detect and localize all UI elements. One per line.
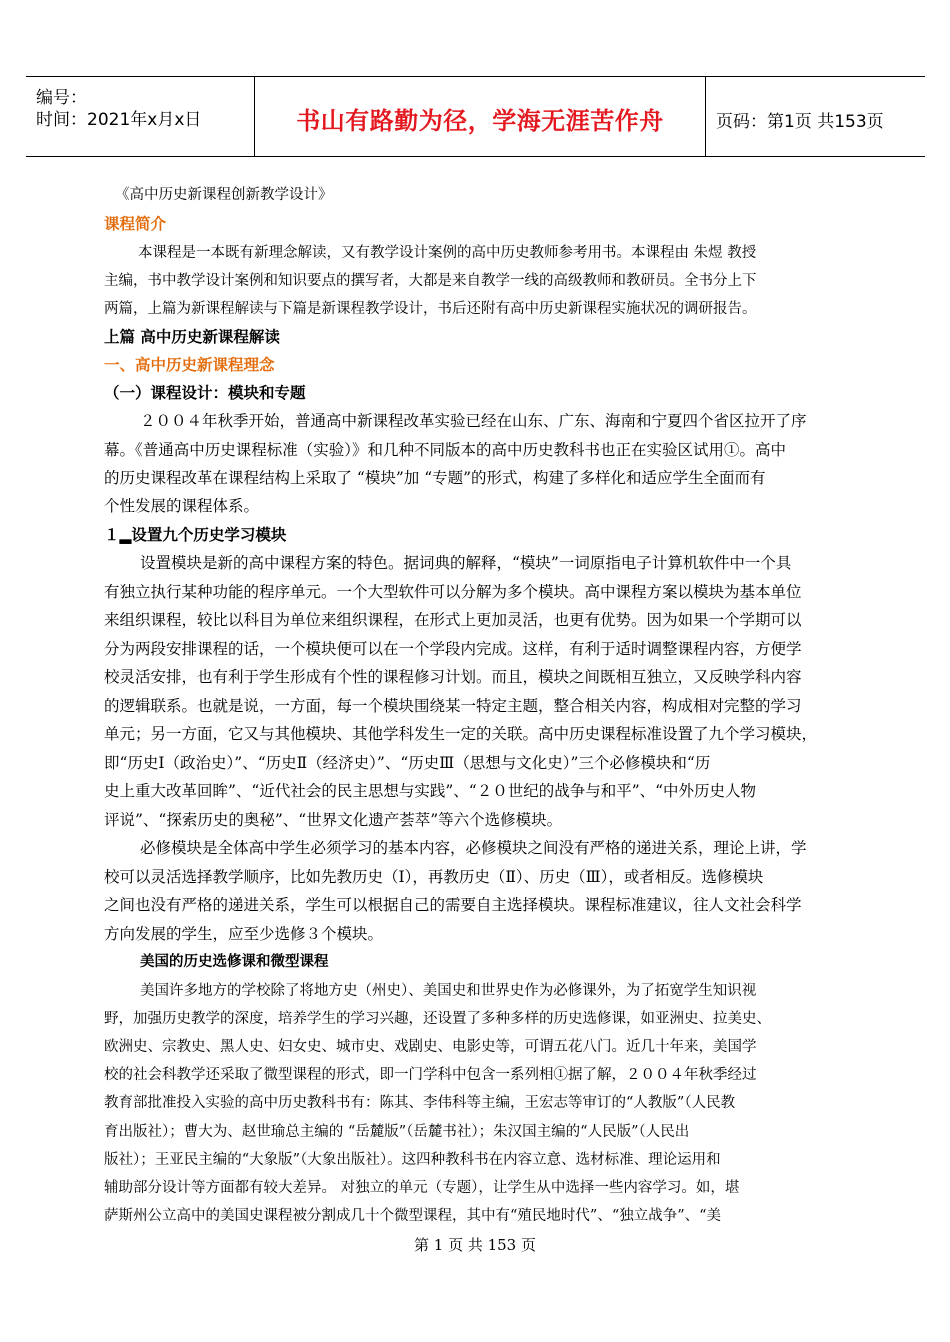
paragraph-line: 有独立执行某种功能的程序单元。一个大型软件可以分解为多个模块。高中课程方案以模块为基本单位	[104, 583, 802, 601]
paragraph-line: 辅助部分设计等方面都有较大差异。 对独立的单元（专题），让学生从中选择一些内容学习。如，堪	[104, 1180, 740, 1196]
paragraph-line: 美国许多地方的学校除了将地方史（州史）、美国史和世界史作为必修课外，为了拓宽学生知识视	[140, 983, 757, 999]
page-footer: 第 1 页 共 153 页	[413, 1236, 536, 1254]
paragraph-line: 方向发展的学生，应至少选修３个模块。	[104, 925, 384, 943]
paragraph-line: 校可以灵活选择教学顺序，比如先教历史（Ⅰ），再教历史（Ⅱ）、历史（Ⅲ），或者相反。选修模块	[104, 868, 764, 886]
document-number-label: 编号：	[36, 88, 87, 108]
paragraph-line: 教育部批准投入实验的高中历史教科书有：陈其、李伟科等主编，王宏志等审订的“人教版”（人民教	[104, 1095, 736, 1111]
paragraph-line: 的历史课程改革在课程结构上采取了 “模块”加 “专题”的形式，构建了多样化和适应学生全面而有	[104, 469, 766, 487]
paragraph-line: 评说”、“探索历史的奥秘”、“世界文化遗产荟萃”等六个选修模块。	[104, 811, 563, 829]
header-cell-motto	[255, 77, 706, 156]
paragraph-line: 必修模块是全体高中学生必须学习的基本内容，必修模块之间没有严格的递进关系，理论上讲，学	[140, 839, 807, 857]
paragraph-line: 主编，书中教学设计案例和知识要点的撰写者，大都是来自教学一线的高级教师和教研员。全书分上下	[104, 273, 757, 289]
document-time-label: 时间：2021年x月x日	[36, 110, 202, 130]
paragraph-line: 幕。《普通高中历史课程标准（实验）》和几种不同版本的高中历史教科书也正在实验区试用①。高中	[104, 441, 787, 459]
paragraph-line: 野，加强历史教学的深度，培养学生的学习兴趣，还设置了多种多样的历史选修课，如亚洲史、拉美史、	[104, 1011, 771, 1027]
paragraph-line: 来组织课程，较比以科目为单位来组织课程，在形式上更加灵活，也更有优势。因为如果一个学期可以	[104, 611, 802, 629]
page-info-label: 页码：第1页 共153页	[716, 112, 884, 132]
paragraph-line: 校灵活安排，也有利于学生形成有个性的课程修习计划。而且，模块之间既相互独立，又反映学科内容	[104, 668, 802, 686]
motto-text: 书山有路勤为径，学海无涯苦作舟	[296, 107, 664, 135]
paragraph-line: ２００４年秋季开始，普通高中新课程改革实验已经在山东、广东、海南和宁夏四个省区拉开了序	[140, 412, 807, 430]
paragraph-line: 的逻辑联系。也就是说，一方面，每一个模块围绕某一特定主题，整合相关内容，构成相对完整的学习	[104, 697, 802, 715]
chapter-heading: 一、高中历史新课程理念	[104, 356, 275, 374]
subsection-heading: １▂设置九个历史学习模块	[104, 526, 287, 544]
paragraph-line: 史上重大改革回眸”、“近代社会的民主思想与实践”、“２０世纪的战争与和平”、“中外历史人物	[104, 782, 757, 800]
paragraph-line: 两篇，上篇为新课程解读与下篇是新课程教学设计，书后还附有高中历史新课程实施状况的调研报告。	[104, 301, 757, 317]
paragraph-line: 即“历史Ⅰ（政治史）”、“历史Ⅱ（经济史）”、“历史Ⅲ（思想与文化史）”三个必修模块和“历	[104, 754, 711, 772]
paragraph-line: 欧洲史、宗教史、黑人史、妇女史、城市史、戏剧史、电影史等，可谓五花八门。近几十年来，美国学	[104, 1039, 757, 1055]
paragraph-line: 设置模块是新的高中课程方案的特色。据词典的解释，“模块”一词原指电子计算机软件中一个具	[140, 554, 792, 572]
paragraph-line: 之间也没有严格的递进关系，学生可以根据自己的需要自主选择模块。课程标准建议，往人文社会科学	[104, 896, 802, 914]
section-heading-intro: 课程简介	[104, 215, 167, 233]
paragraph-line: 单元；另一方面，它又与其他模块、其他学科发生一定的关联。高中历史课程标准设置了九个学习模块，	[104, 725, 818, 743]
subsection-heading: （一）课程设计：模块和专题	[104, 384, 306, 402]
sidebar-heading: 美国的历史选修课和微型课程	[140, 954, 329, 970]
paragraph-line: 版社）；王亚民主编的“大象版”（大象出版社）。这四种教科书在内容立意、选材标准、理论运用和	[104, 1152, 721, 1168]
paragraph-line: 本课程是一本既有新理念解读，又有教学设计案例的高中历史教师参考用书。本课程由 朱煜 教授	[138, 245, 757, 261]
header-cell-info	[26, 77, 255, 156]
header-table	[26, 76, 925, 157]
paragraph-line: 校的社会科教学还采取了微型课程的形式，即一门学科中包含一系列相①据了解，２００４年秋季经过	[104, 1067, 757, 1083]
paragraph-line: 萨斯州公立高中的美国史课程被分割成几十个微型课程，其中有“殖民地时代”、“独立战争”、“美	[104, 1208, 722, 1224]
paragraph-line: 育出版社）；曹大为、赵世瑜总主编的 “岳麓版”（岳麓书社）；朱汉国主编的“人民版”（人民出	[104, 1124, 690, 1140]
paragraph-line: 个性发展的课程体系。	[104, 497, 260, 515]
header-cell-page	[706, 77, 925, 156]
paragraph-line: 分为两段安排课程的话，一个模块便可以在一个学段内完成。这样，有利于适时调整课程内容，方便学	[104, 640, 802, 658]
part-heading: 上篇 高中历史新课程解读	[104, 328, 280, 346]
book-title: 《高中历史新课程创新教学设计》	[115, 187, 333, 203]
